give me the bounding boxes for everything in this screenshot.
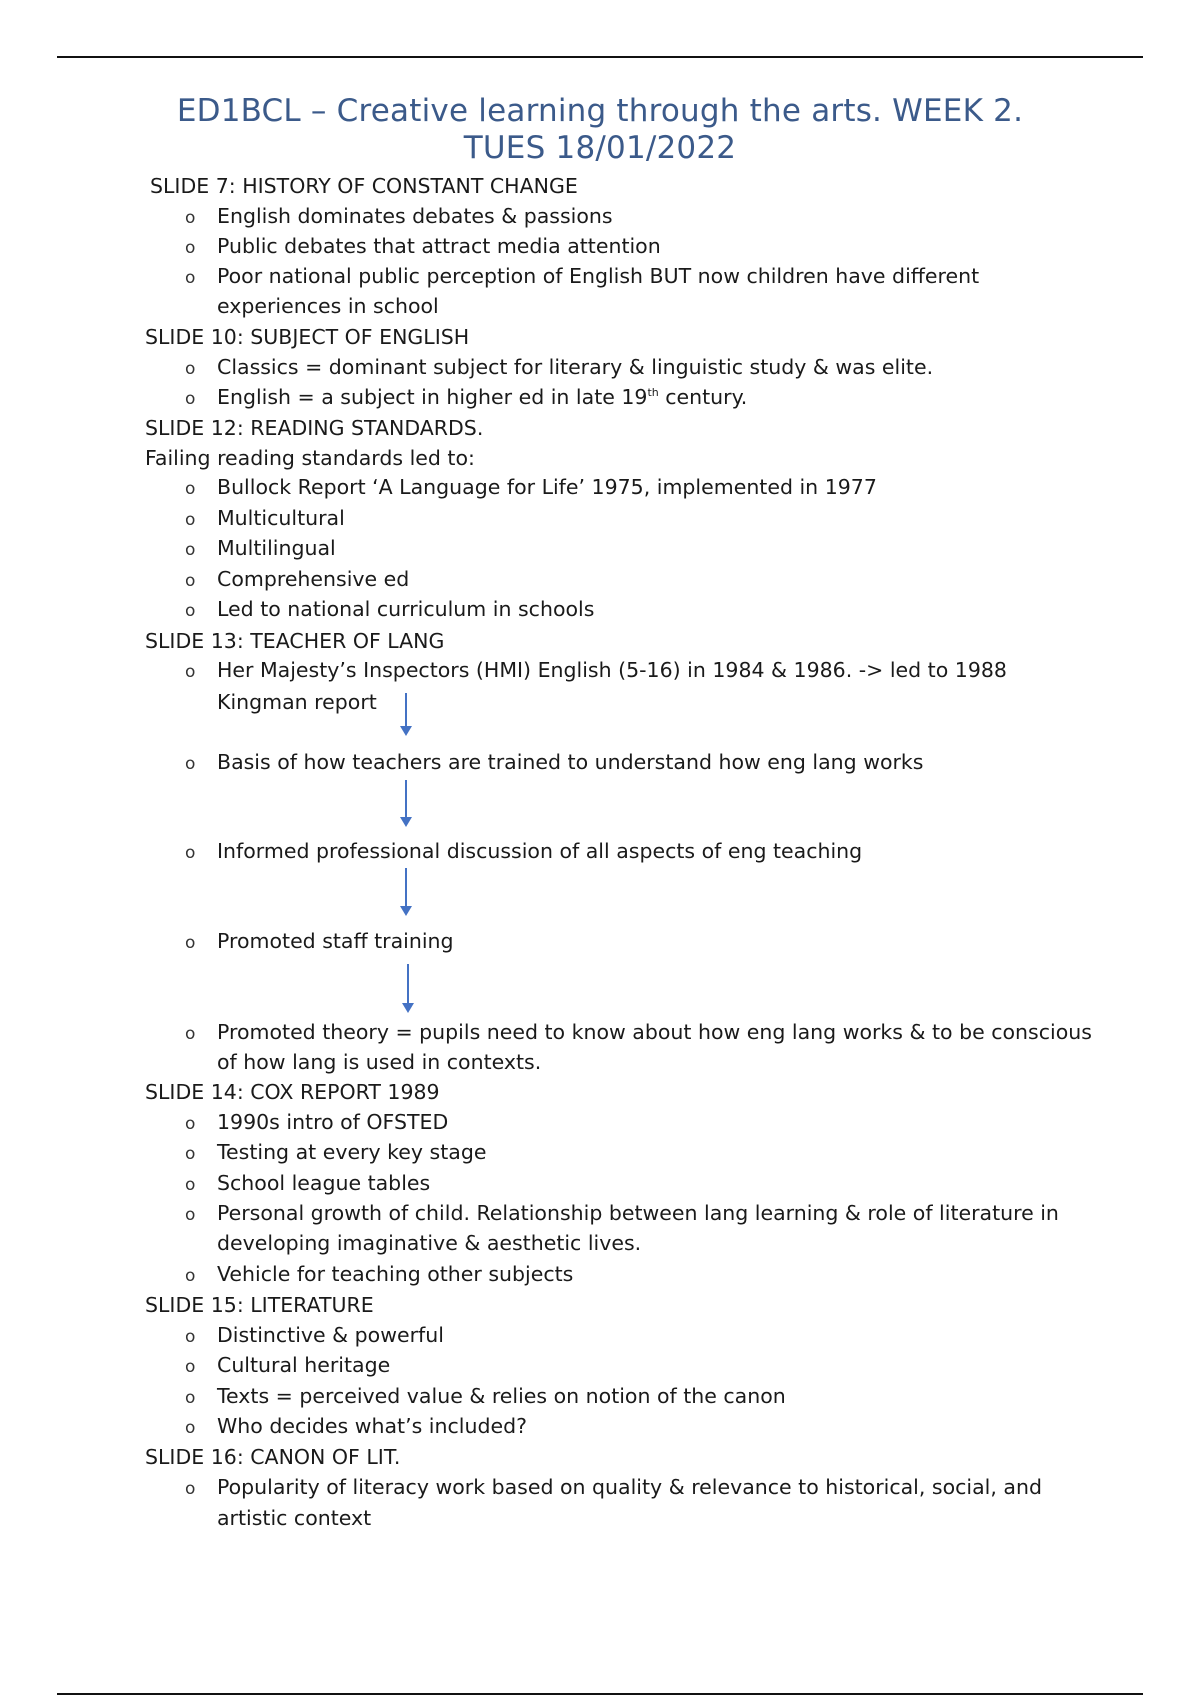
bullet-icon: o <box>185 843 196 863</box>
list-item-continuation: artistic context <box>217 1506 372 1530</box>
slide-14-heading: SLIDE 14: COX REPORT 1989 <box>145 1080 440 1104</box>
list-item <box>185 505 345 531</box>
list-item-text: Bullock Report ‘A Language for Life’ 1975, implemented in 1977 <box>217 475 877 499</box>
list-item-text: Testing at every key stage <box>217 1140 487 1164</box>
list-item <box>185 1413 527 1439</box>
list-item-continuation: Kingman report <box>217 690 377 714</box>
bullet-icon: o <box>185 1479 196 1499</box>
bullet-icon: o <box>185 1266 196 1286</box>
list-item <box>185 1109 449 1135</box>
list-item-text: Public debates that attract media attention <box>217 234 661 258</box>
list-item-text: Informed professional discussion of all aspects of eng teaching <box>217 839 863 863</box>
list-item <box>185 1474 1042 1500</box>
bullet-icon: o <box>185 662 196 682</box>
bullet-icon: o <box>185 1024 196 1044</box>
list-item-continuation: of how lang is used in contexts. <box>217 1050 542 1074</box>
list-item-text: Multicultural <box>217 506 345 530</box>
list-item <box>185 354 934 380</box>
list-item-text: Multilingual <box>217 536 336 560</box>
list-item-text: School league tables <box>217 1171 431 1195</box>
bullet-icon: o <box>185 1418 196 1438</box>
slide-16-heading: SLIDE 16: CANON OF LIT. <box>145 1445 401 1469</box>
list-item-text: Comprehensive ed <box>217 567 410 591</box>
list-item <box>185 749 924 775</box>
bullet-icon: o <box>185 359 196 379</box>
bullet-icon: o <box>185 479 196 499</box>
bottom-rule <box>57 1693 1143 1695</box>
list-item <box>185 1019 1092 1045</box>
list-item-text-b: century. <box>658 385 748 409</box>
list-item <box>185 1383 786 1409</box>
list-item <box>185 1322 444 1348</box>
list-item <box>185 1352 391 1378</box>
list-item <box>185 1261 574 1287</box>
slide-12-intro: Failing reading standards led to: <box>145 446 475 470</box>
list-item <box>185 203 613 229</box>
list-item-text: 1990s intro of OFSTED <box>217 1110 449 1134</box>
list-item-text: English dominates debates & passions <box>217 204 613 228</box>
slide-7-heading: SLIDE 7: HISTORY OF CONSTANT CHANGE <box>150 174 578 198</box>
slide-10-heading: SLIDE 10: SUBJECT OF ENGLISH <box>145 325 470 349</box>
list-item <box>185 566 410 592</box>
bullet-icon: o <box>185 933 196 953</box>
bullet-icon: o <box>185 571 196 591</box>
bullet-icon: o <box>185 1327 196 1347</box>
bullet-icon: o <box>185 1388 196 1408</box>
list-item-text: Who decides what’s included? <box>217 1414 527 1438</box>
list-item-text: Personal growth of child. Relationship between lang learning & role of literature in <box>217 1201 1059 1225</box>
list-item <box>185 263 980 289</box>
list-item-text: Promoted theory = pupils need to know about how eng lang works & to be conscious <box>217 1020 1092 1044</box>
bullet-icon: o <box>185 601 196 621</box>
list-item <box>185 535 336 561</box>
bullet-icon: o <box>185 1357 196 1377</box>
bullet-icon: o <box>185 1114 196 1134</box>
list-item-text: Texts = perceived value & relies on notion of the canon <box>217 1384 786 1408</box>
list-item <box>185 474 877 500</box>
list-item <box>185 233 661 259</box>
list-item <box>185 1200 1059 1226</box>
list-item-continuation: experiences in school <box>217 294 439 318</box>
bullet-icon: o <box>185 389 196 409</box>
list-item-continuation: developing imaginative & aesthetic lives. <box>217 1231 642 1255</box>
list-item-text-a: English = a subject in higher ed in late 19 <box>217 385 648 409</box>
list-item-text: Basis of how teachers are trained to understand how eng lang works <box>217 750 924 774</box>
bullet-icon: o <box>185 1205 196 1225</box>
list-item-text: Her Majesty’s Inspectors (HMI) English (5-16) in 1984 & 1986. -> led to 1988 <box>217 658 1007 682</box>
list-item-text: Cultural heritage <box>217 1353 391 1377</box>
superscript-th: th <box>647 386 659 400</box>
list-item-text: Distinctive & powerful <box>217 1323 444 1347</box>
list-item <box>185 928 454 954</box>
title-line-1: ED1BCL – Creative learning through the arts. WEEK 2. <box>176 93 1024 129</box>
bullet-icon: o <box>185 754 196 774</box>
bullet-icon: o <box>185 238 196 258</box>
slide-12-heading: SLIDE 12: READING STANDARDS. <box>145 416 484 440</box>
bullet-icon: o <box>185 510 196 530</box>
list-item-text: Led to national curriculum in schools <box>217 597 595 621</box>
bullet-icon: o <box>185 540 196 560</box>
list-item-text: Popularity of literacy work based on quality & relevance to historical, social, and <box>217 1475 1042 1499</box>
list-item <box>185 1170 431 1196</box>
slide-15-heading: SLIDE 15: LITERATURE <box>145 1293 374 1317</box>
list-item <box>185 596 595 622</box>
bullet-icon: o <box>185 268 196 288</box>
bullet-icon: o <box>185 1144 196 1164</box>
list-item-text: Classics = dominant subject for literary & linguistic study & was elite. <box>217 355 934 379</box>
list-item <box>185 384 748 410</box>
list-item-text: Promoted staff training <box>217 929 454 953</box>
list-item <box>185 838 863 864</box>
bullet-icon: o <box>185 208 196 228</box>
list-item <box>185 657 1007 683</box>
slide-13-heading: SLIDE 13: TEACHER OF LANG <box>145 629 445 653</box>
bullet-icon: o <box>185 1175 196 1195</box>
list-item-text: Vehicle for teaching other subjects <box>217 1262 574 1286</box>
list-item-text: Poor national public perception of English BUT now children have different <box>217 264 980 288</box>
title-line-2: TUES 18/01/2022 <box>463 130 737 166</box>
list-item <box>185 1139 487 1165</box>
